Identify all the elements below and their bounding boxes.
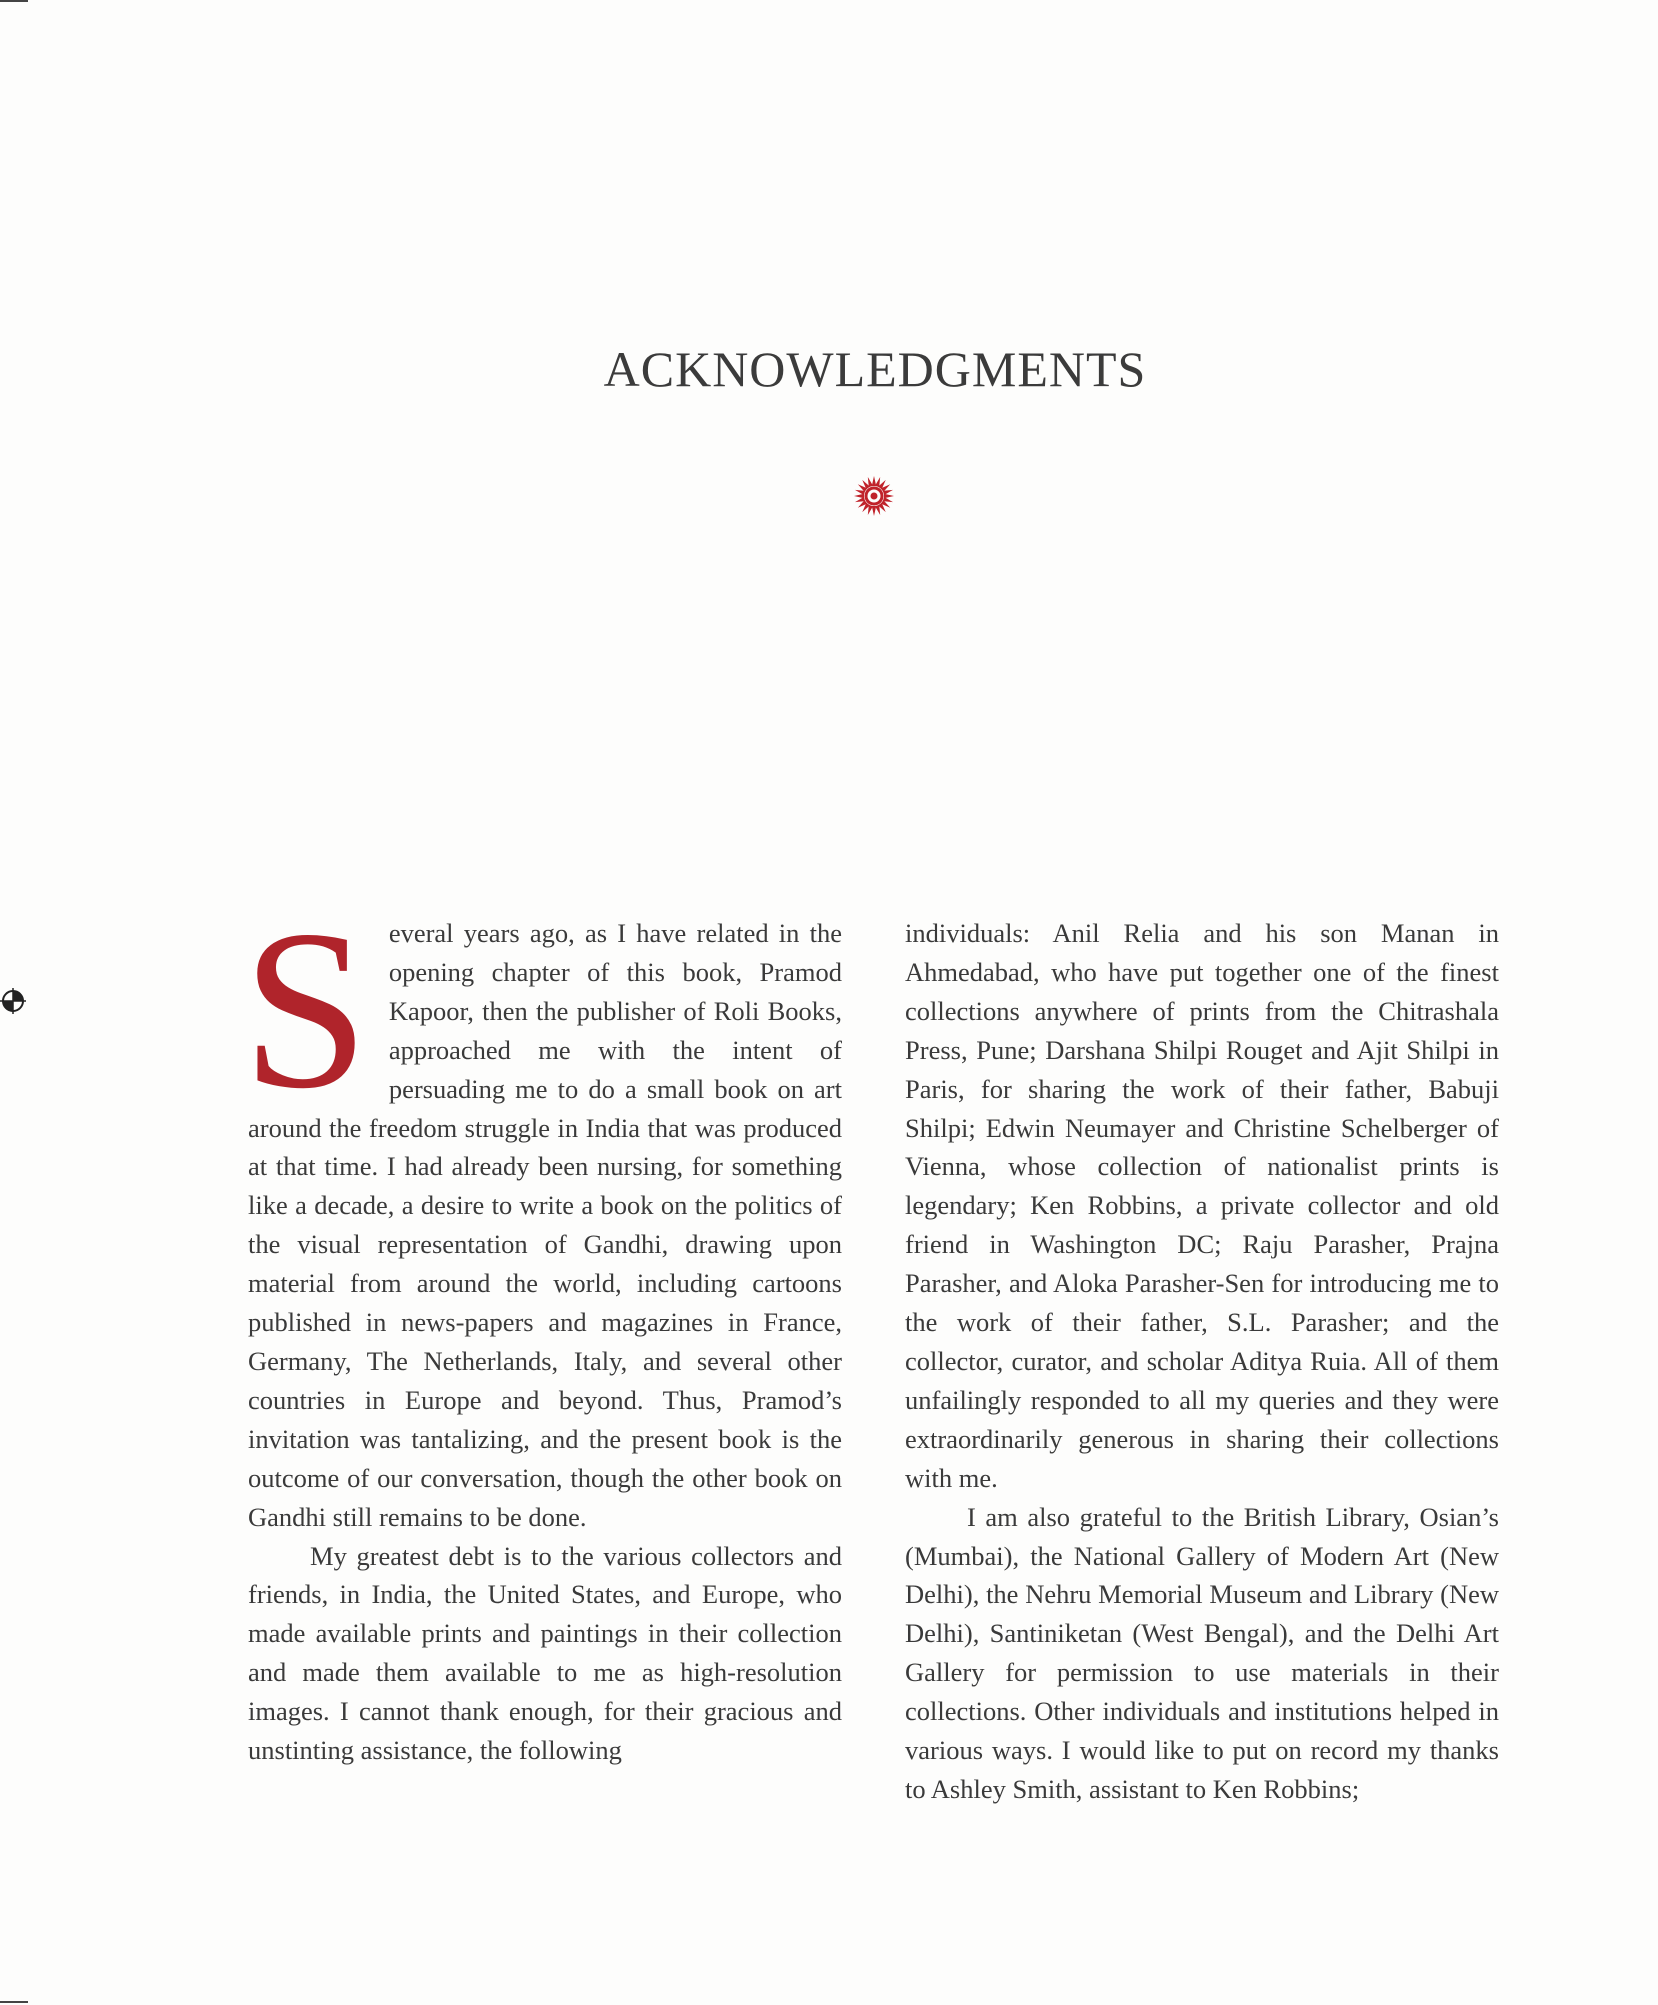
paragraph-individuals: individuals: Anil Relia and his son Manan in Ahmedabad, who have put together one of the finest collections anywhere of prints from the Chitrashala Press, Pune; Darshana Shilpi Rouget and Ajit Shilpi in Paris, for sharing the work of their father, Babuji Shilpi; Edwin Neumayer and Christine Schelberger of Vienna, whose collection of nationalist prints is legendary; Ken Robbins, a private collector and old friend in Washington DC; Raju Parasher, Prajna Parasher, and Aloka Parasher-Sen for introducing me to the work of their father, S.L. Parasher; and the collector, curator, and scholar Aditya Ruia. All of them unfailingly responded to all my queries and they were extraordinarily generous in sharing their collections with me. — [905, 918, 1499, 1493]
paragraph-institutions: I am also grateful to the British Library, Osian’s (Mumbai), the National Gallery of Modern Art (New Delhi), the Nehru Memorial Museum and Library (New Delhi), Santiniketan (West Bengal), and the Delhi Art Gallery for permission to use materials in their collections. Other individuals and institutions helped in various ways. I would like to put on record my thanks to Ashley Smith, assistant to Ken Robbins; — [905, 1501, 1499, 1804]
paragraph-opening-text: everal years ago, as I have related in the opening chapter of this book, Pramod Kapoor, then the publisher of Roli Books, approached me with the intent of persuading me to do a small book on art around the freedom struggle in India that was produced at that time. I had already been nursing, for something like a decade, a desire to write a book on the politics of the visual representation of Gandhi, drawing upon material from around the world, including cartoons published in news-papers and magazines in France, Germany, The Netherlands, Italy, and several other countries in Europe and beyond. Thus, Pramod’s invitation was tantalizing, and the present book is the outcome of our conversation, though the other book on Gandhi still remains to be done. — [248, 918, 842, 1532]
left-text-column — [242, 884, 842, 1770]
right-text-column — [905, 914, 1499, 1809]
ornament-petal — [884, 494, 894, 498]
crop-mark-top — [0, 0, 28, 2]
ornament-petal — [854, 494, 864, 498]
flower-ornament-icon — [852, 474, 896, 518]
ornament-petal — [872, 476, 876, 486]
ornament-petal — [872, 506, 876, 516]
crop-mark-bottom — [0, 2001, 28, 2003]
paragraph-opening — [242, 884, 842, 1537]
paragraph-collectors: My greatest debt is to the various collectors and friends, in India, the United States, and Europe, who made available prints and paintings in their collection and made them available to me as high-resolution images. I cannot thank enough, for their gracious and unstinting assistance, the following — [248, 1540, 842, 1766]
page-title: ACKNOWLEDGMENTS — [603, 341, 1147, 397]
registration-crosshair-icon — [0, 988, 26, 1014]
drop-cap: S — [242, 884, 369, 1136]
